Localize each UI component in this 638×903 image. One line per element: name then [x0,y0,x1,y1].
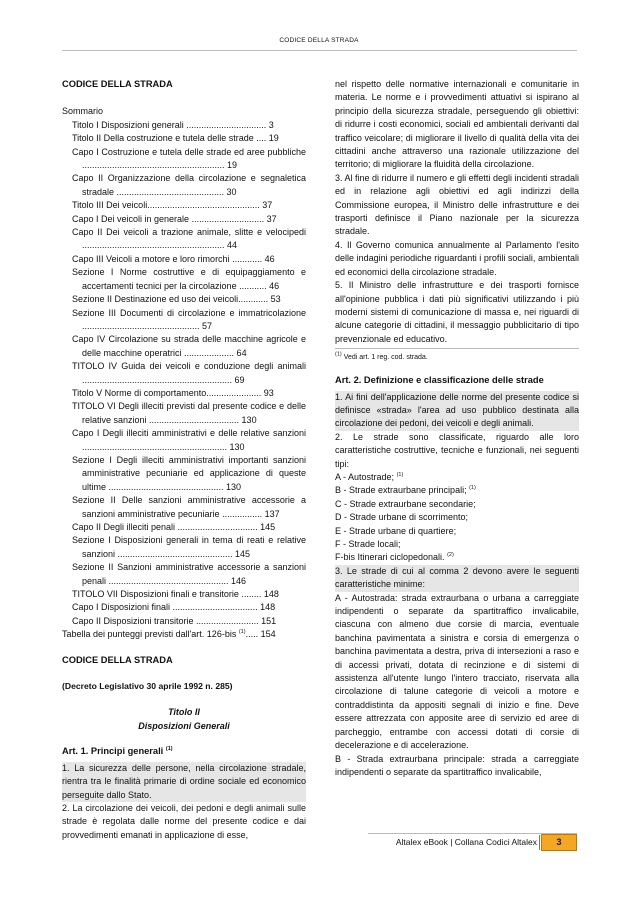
art2-paragraph-1: 1. Ai fini dell'applicazione delle norme del presente codice si definisce «strada» l'area ad uso pubblico destinata alla circolazione dei pedoni, dei veicoli e degli animali. [335,391,579,431]
toc-entry[interactable]: Capo I Dei veicoli in generale ............................. 37 [72,213,277,224]
toc-entry[interactable]: Sezione II Delle sanzioni amministrative accessorie a sanzioni amministrative pecuniarie ................ 137 [72,495,306,519]
decree-reference: (Decreto Legislativo 30 aprile 1992 n. 285) [62,681,233,692]
road-type-item: A - Autostrade; $^{(1)}$ [335,471,404,482]
road-type-item: F-bis Itinerari ciclopedonali. $^{(2)}$ [335,552,454,563]
art1-paragraph-2: 2. La circolazione dei veicoli, dei pedoni e degli animali sulle strade è regolata dalle norme del presente codice e dai provvedimenti emanati in applicazione di esse, [62,802,306,840]
art2-paragraph-2: 2. Le strade sono classificate, riguardo alle loro caratteristiche costruttive, tecniche e funzionali, nei seguenti tipi: [335,431,579,469]
toc-entry[interactable]: Capo I Costruzione e tutela delle strade ed aree pubbliche ......................................................... 19 [72,146,306,171]
road-type-item: F - Strade locali; [335,539,401,549]
footer-text: Altalex eBook | Collana Codici Altalex [395,837,537,847]
art1-heading: Art. 1. Principi generali $^{(1)}$ [62,746,173,757]
toc-entry[interactable]: Capo III Veicoli a motore e loro rimorchi ............ 46 [72,253,275,264]
road-type-item: B - Strade extraurbane principali; $^{(1)}$ [335,485,476,496]
titolo-subheading: Disposizioni Generali [138,720,230,731]
toc-entry[interactable]: Capo II Disposizioni transitorie ......................... 151 [72,615,277,626]
toc-entry[interactable]: Sezione I Degli illeciti amministrativi importanti sanzioni amministrative pecuniarie ed applicazione di queste ultime .............................................. 130 [72,454,306,492]
toc-entry[interactable]: Sezione III Documenti di circolazione e immatricolazione ............................................... 57 [72,307,306,331]
doc-title-2: CODICE DELLA STRADA [62,654,173,665]
titolo-heading: Titolo II [168,707,200,718]
toc-entry-tabella[interactable]: Tabella dei punteggi previsti dall'art. 126-bis $^{(1)}$..... 154 [62,629,276,640]
toc-entry[interactable]: Sezione I Norme costruttive e di equipaggiamento e accertamenti tecnici per la circolazione ........... 46 [72,267,306,291]
art2-heading: Art. 2. Definizione e classificazione delle strade [335,375,544,386]
toc-entry[interactable]: Capo II Dei veicoli a trazione animale, slitte e velocipedi ......................................................... 44 [72,227,306,251]
toc-entry[interactable]: TITOLO VI Degli illeciti previsti dal presente codice e delle relative sanzioni .................................... 130 [72,401,306,425]
toc-entry[interactable]: Sezione II Destinazione ed uso dei veicoli............ 53 [72,294,281,305]
table-of-contents [62,119,306,628]
art2-paragraph-b: B - Strada extraurbana principale: strada a carreggiate indipendenti o separate da spartitraffico invalicabile, [335,753,579,777]
toc-entry[interactable]: Capo II Organizzazione della circolazione e segnaletica stradale ........................................... 30 [72,173,306,197]
left-column [62,78,306,842]
toc-entry[interactable]: Titolo V Norme di comportamento...................... 93 [72,387,274,398]
footnote: $^{(1)}$ Vedi art. 1 reg. cod. strada. [335,348,579,364]
footer-divider [539,835,540,850]
art1-paragraph-3: 3. Al fine di ridurre il numero e gli effetti degli incidenti stradali ed in relazione agli obiettivi ed agli indirizzi della Commissione europea, il Ministro delle infrastrutture e dei trasporti definisce il Piano nazionale per la sicurezza stradale. [335,172,579,237]
road-type-item: D - Strade urbane di scorrimento; [335,512,469,523]
toc-entry[interactable]: Titolo I Disposizioni generali ................................ 3 [72,119,274,130]
sommario-heading: Sommario [62,106,104,117]
road-types-list [335,471,579,565]
toc-entry[interactable]: Titolo III Dei veicoli............................................. 37 [72,200,273,211]
toc-entry[interactable]: Capo II Degli illeciti penali ................................ 145 [72,522,276,532]
toc-entry[interactable]: Sezione II Sanzioni amministrative accessorie a sanzioni penali ................................................ 146 [72,562,306,586]
toc-entry[interactable]: Titolo II Della costruzione e tutela delle strade .... 19 [72,133,279,144]
art1-paragraph-2-cont: nel rispetto delle normative internazionali e comunitarie in materia. Le norme e i provvedimenti attuativi si ispirano al principio della sicurezza stradale, perseguendo gli obiettivi: di ridurre i costi economici, sociali ed ambientali derivanti dal traffico veicolare; di migliorare il livello di qualità della vita dei cittadini anche attraverso una razionale utilizzazione del territorio; di migliorare la fluidità della circolazione. [335,79,579,170]
art2-paragraph-a: A - Autostrada: strada extraurbana o urbana a carreggiate indipendenti o separate da spartitraffico invalicabile, ciascuna con almeno due corsie di marcia, eventuale banchina pavimentata a sinistra e corsia di emergenza o banchina pavimentata a destra, priva di intersezioni a raso e di accessi privati, dotata di recinzione e di sistemi di assistenza all'utente lungo l'intero tracciato, riservata alla circolazione di talune categorie di veicoli a motore e contraddistinta da appositi segnali di inizio e fine. Deve essere attrezzata con apposite aree di servizio ed aree di parcheggio, entrambe con accessi dotati di corsie di decelerazione e di accelerazione. [335,592,579,751]
page-number: 3 [541,834,577,851]
road-type-item: E - Strade urbane di quartiere; [335,525,457,536]
art2-paragraph-3: 3. Le strade di cui al comma 2 devono avere le seguenti caratteristiche minime: [335,565,579,592]
road-type-item: C - Strade extraurbane secondarie; [335,498,476,509]
header-rule [62,50,577,51]
page-footer [368,833,577,850]
toc-entry[interactable]: Capo I Disposizioni finali .................................. 148 [72,602,276,613]
art1-paragraph-1: 1. La sicurezza delle persone, nella circolazione stradale, rientra tra le finalità primarie di ordine sociale ed economico perseguite dallo Stato. [62,762,306,802]
art1-paragraph-4: 4. Il Governo comunica annualmente al Parlamento l'esito delle indagini periodiche riguardanti i profili sociali, ambientali ed economici della circolazione stradale. [335,239,579,277]
toc-entry[interactable]: Capo I Degli illeciti amministrativi e delle relative sanzioni .......................................................... 130 [72,428,306,452]
doc-title: CODICE DELLA STRADA [62,79,173,89]
toc-entry[interactable]: TITOLO IV Guida dei veicoli e conduzione degli animali ............................................................ 69 [72,361,306,385]
toc-entry[interactable]: Sezione I Disposizioni generali in tema di reati e relative sanzioni .............................................. 145 [72,535,306,559]
toc-entry[interactable]: Capo IV Circolazione su strada delle macchine agricole e delle macchine operatrici .................... 64 [72,334,306,358]
art1-paragraph-5: 5. Il Ministro delle infrastrutture e dei trasporti fornisce all'opinione pubblica i dati più significativi utilizzando i più moderni sistemi di comunicazione di massa e, nei riguardi di alcune categorie di cittadini, il messaggio pubblicitario di tipo prevenzionale ed educativo. [335,280,579,344]
right-column [335,78,579,779]
toc-entry[interactable]: TITOLO VII Disposizioni finali e transitorie ........ 148 [72,589,279,600]
running-header: CODICE DELLA STRADA [279,37,359,44]
